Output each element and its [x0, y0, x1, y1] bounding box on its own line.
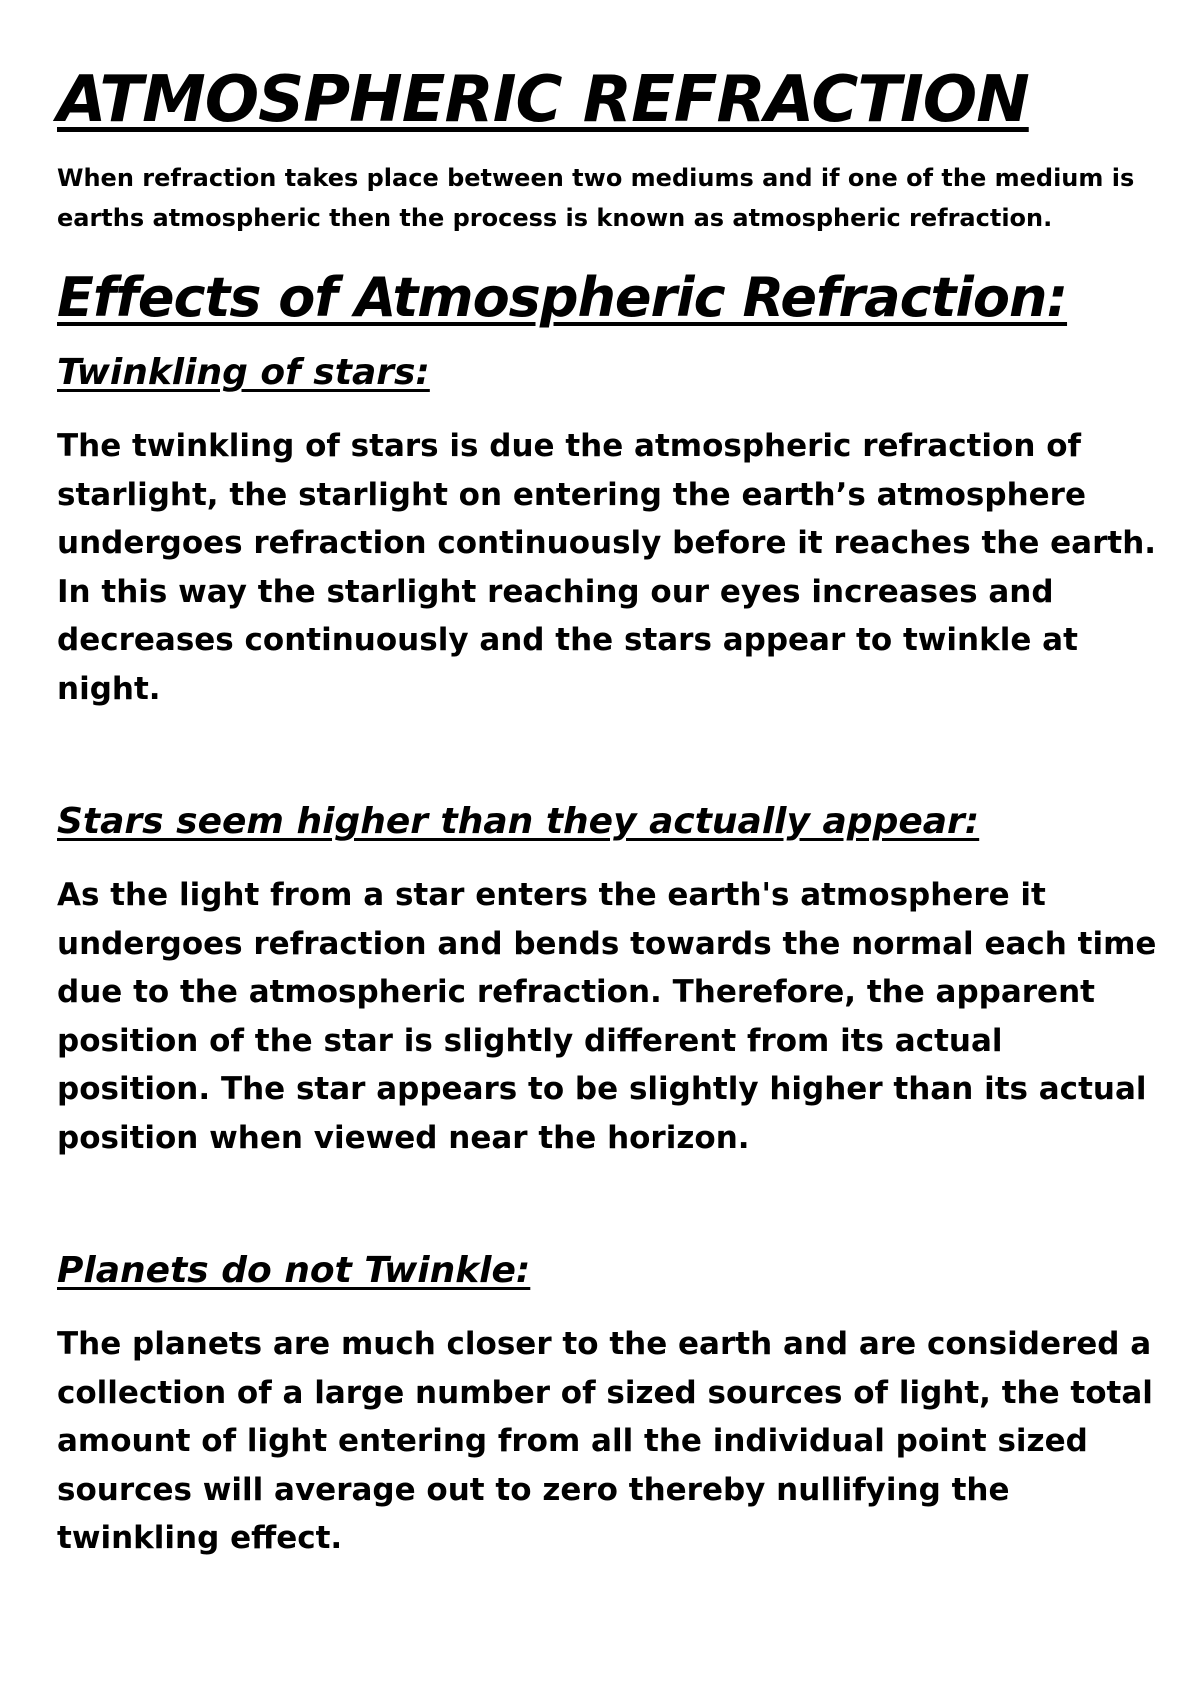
- effect-stars-seem-higher: [57, 797, 1162, 1162]
- effect-twinkling-of-stars: [57, 348, 1162, 713]
- effect-heading: Stars seem higher than they actually appear:: [57, 801, 980, 842]
- effect-heading: Twinkling of stars:: [57, 352, 430, 393]
- effect-body: The planets are much closer to the earth and are considered a collection of a large number of sized sources of light, the total amount of light entering from all the individual point sized sources will average out to zero thereby nullifying the twinkling effect.: [57, 1326, 1153, 1556]
- effect-body: The twinkling of stars is due the atmospheric refraction of starlight, the starlight on entering the earth’s atmosphere undergoes refraction continuously before it reaches the earth. In this way the starlight reaching our eyes increases and decreases continuously and the stars appear to twinkle at night.: [57, 428, 1157, 707]
- section-title: Effects of Atmospheric Refraction:: [57, 266, 1068, 329]
- effect-planets-do-not-twinkle: [57, 1246, 1162, 1563]
- effect-heading: Planets do not Twinkle:: [57, 1250, 531, 1291]
- intro-paragraph: When refraction takes place between two mediums and if one of the medium is earths atmospheric then the process is known as atmospheric refraction.: [57, 164, 1135, 232]
- document-page: [57, 62, 1162, 1563]
- effect-body: As the light from a star enters the earth's atmosphere it undergoes refraction and bends towards the normal each time due to the atmospheric refraction. Therefore, the apparent position of the star is slightly different from its actual position. The star appears to be slightly higher than its actual position when viewed near the horizon.: [57, 877, 1157, 1156]
- document-title: ATMOSPHERIC REFRACTION: [57, 63, 1029, 137]
